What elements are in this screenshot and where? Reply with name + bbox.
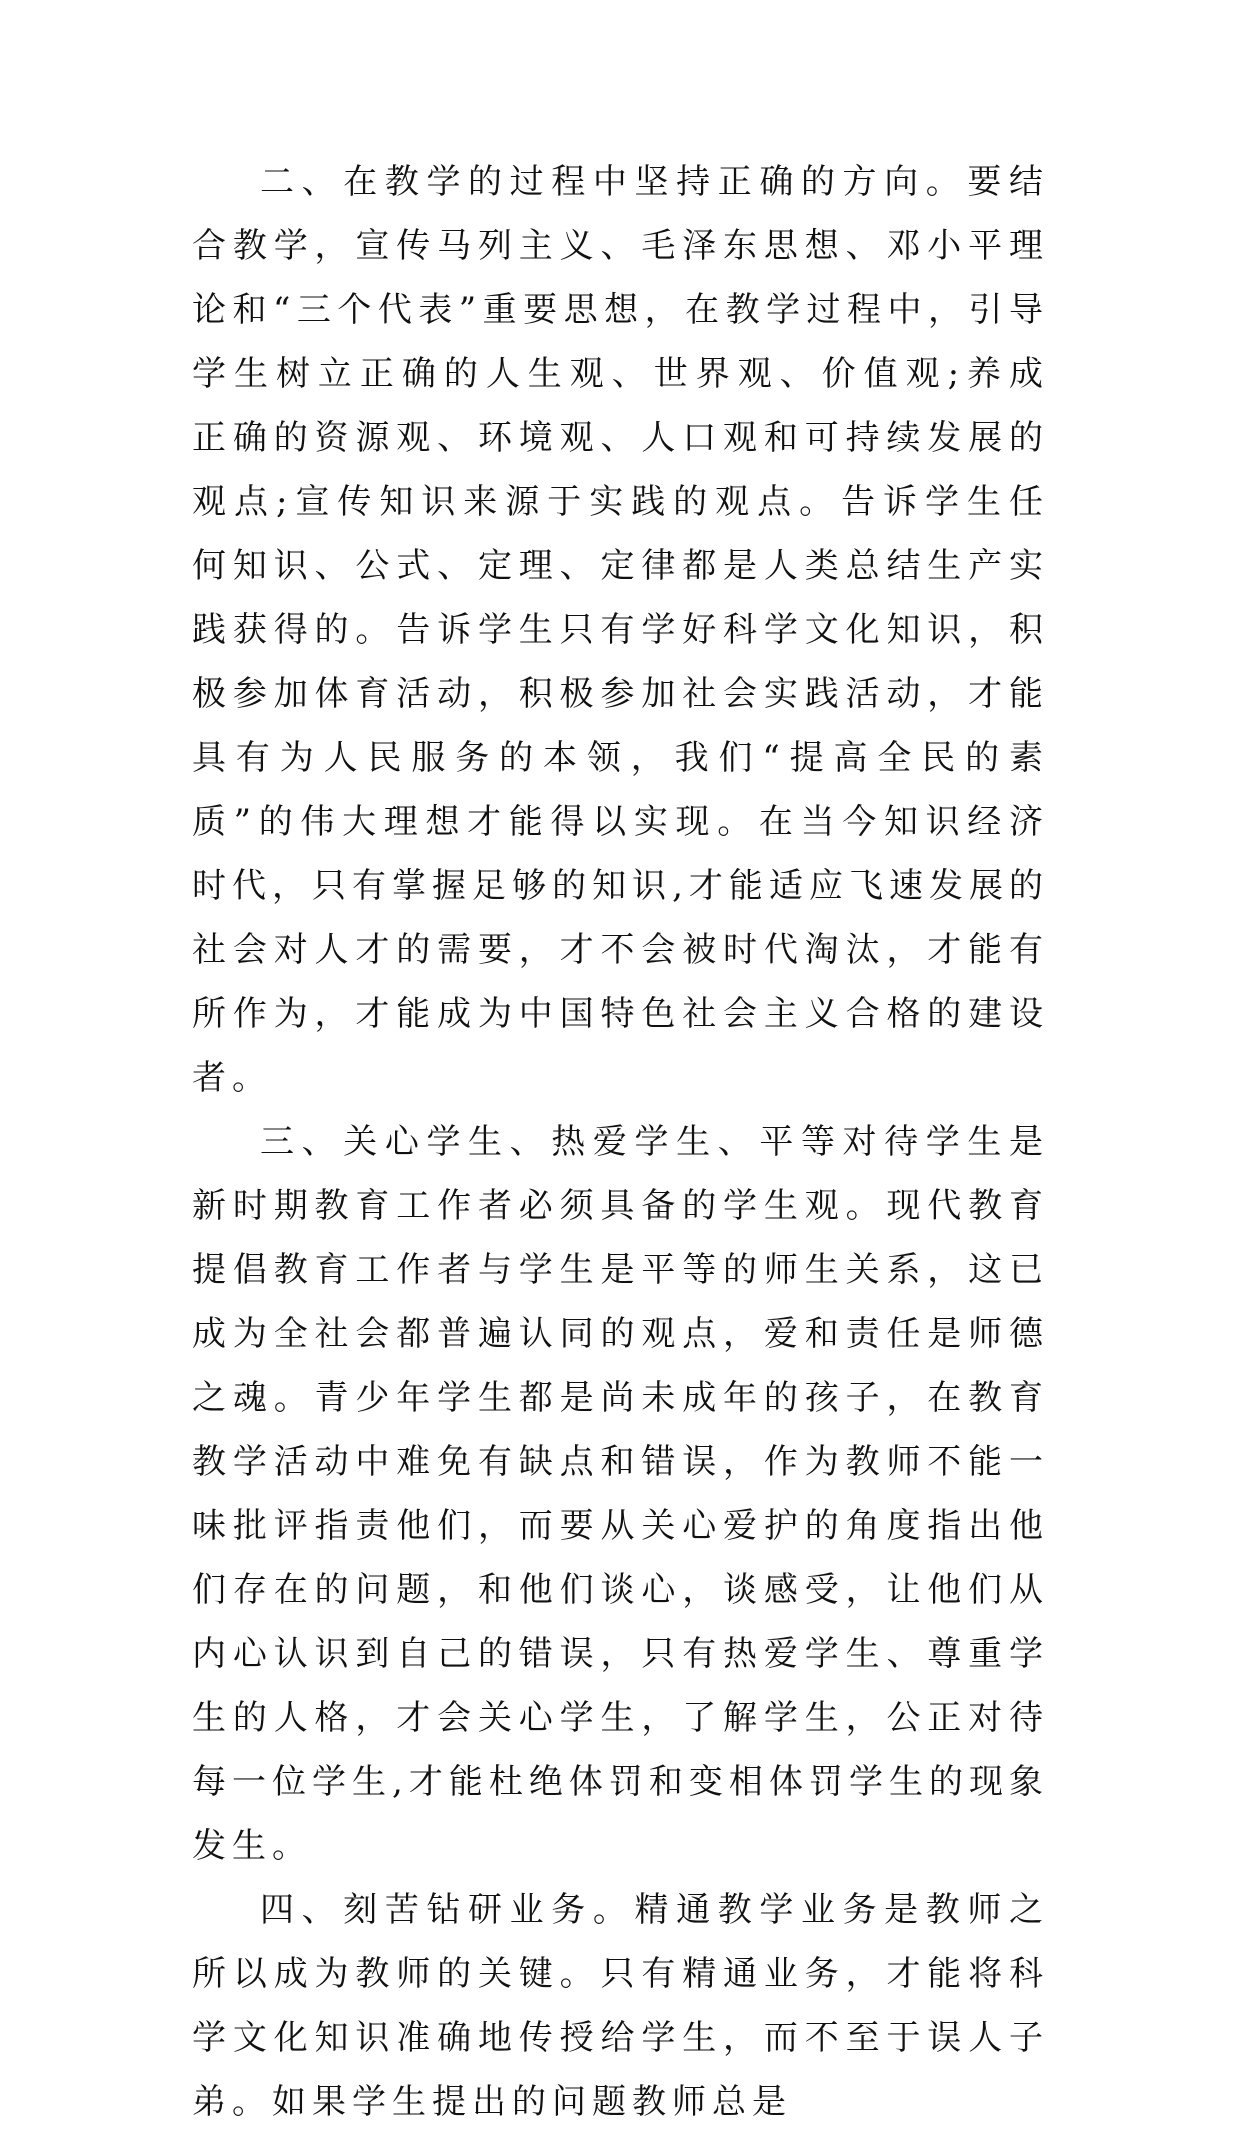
- paragraph-three-care-for-students: 三、关心学生、热爱学生、平等对待学生是新时期教育工作者必须具备的学生观。现代教育提倡教育工作者与学生是平等的师生关系，这已成为全社会都普遍认同的观点，爱和责任是师德之魂。青少年学生都是尚未成年的孩子，在教育教学活动中难免有缺点和错误，作为教师不能一味批评指责他们，而要从关心爱护的角度指出他们存在的问题，和他们谈心，谈感受，让他们从内心认识到自己的错误，只有热爱学生、尊重学生的人格，才会关心学生，了解学生，公正对待每一位学生,才能杜绝体罚和变相体罚学生的现象发生。: [192, 1122, 1049, 1866]
- paragraph-four-study-profession: 四、刻苦钻研业务。精通教学业务是教师之所以成为教师的关键。只有精通业务，才能将科学文化知识准确地传授给学生，而不至于误人子弟。如果学生提出的问题教师总是: [192, 1890, 1049, 2122]
- paragraph-two-correct-direction: 二、在教学的过程中坚持正确的方向。要结合教学，宣传马列主义、毛泽东思想、邓小平理论和“三个代表”重要思想，在教学过程中，引导学生树立正确的人生观、世界观、价值观;养成正确的资源观、环境观、人口观和可持续发展的观点;宣传知识来源于实践的观点。告诉学生任何知识、公式、定理、定律都是人类总结生产实践获得的。告诉学生只有学好科学文化知识，积极参加体育活动，积极参加社会实践活动，才能具有为人民服务的本领，我们“提高全民的素质”的伟大理想才能得以实现。在当今知识经济时代，只有掌握足够的知识,才能适应飞速发展的社会对人才的需要，才不会被时代淘汰，才能有所作为，才能成为中国特色社会主义合格的建设者。: [192, 162, 1049, 1098]
- document-body: [192, 150, 1049, 2134]
